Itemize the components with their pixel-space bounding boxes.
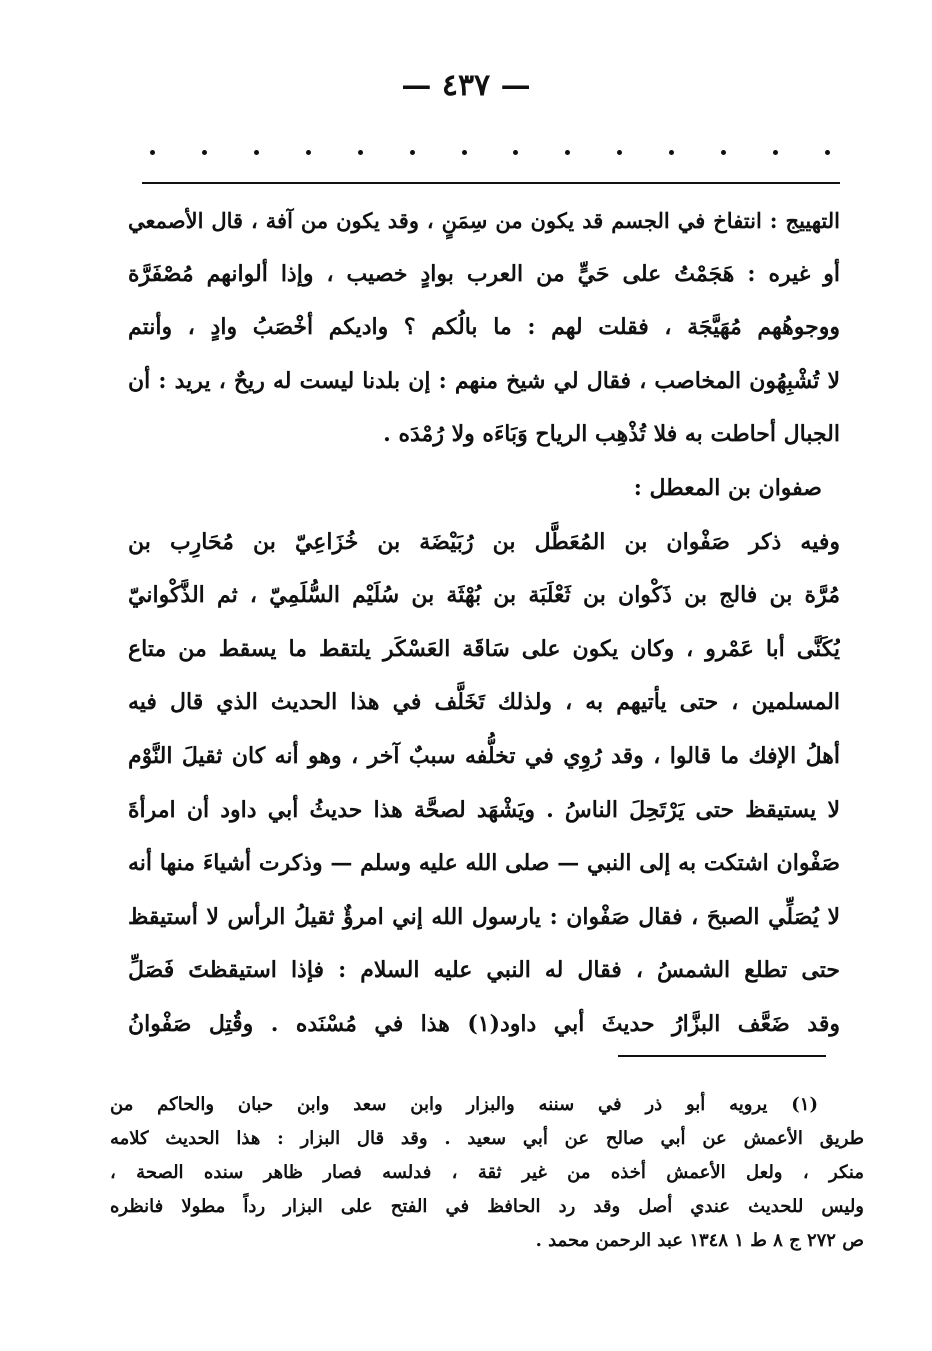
main-text bbox=[128, 194, 840, 1052]
separator-dot bbox=[254, 150, 259, 155]
text-line: لا تُشْبِهُون المخاصب ، فقال لي شيخ منهم : إن بلدنا ليست له ريحٌ ، يريد : أن bbox=[128, 367, 840, 394]
separator-dot bbox=[462, 150, 467, 155]
separator-dot bbox=[513, 150, 518, 155]
separator-dot bbox=[150, 150, 155, 155]
footnote-line: (١) يرويه أبو ذر في سننه والبزار وابن سعد وابن حبان والحاكم من bbox=[110, 1094, 818, 1115]
separator-dot bbox=[202, 150, 207, 155]
text-line: ووجوهُهم مُهَيَّجَة ، فقلت لهم : ما بالُكم ؟ واديكم أخْصَبُ وادٍ ، وأنتم bbox=[128, 314, 840, 341]
text-line: لا يُصَلِّي الصبحَ ، فقال صَفْوان : يارسول الله إني امرؤٌ ثقيلُ الرأس لا أستيقظ bbox=[128, 903, 840, 930]
top-rule bbox=[142, 182, 840, 184]
separator-dot bbox=[306, 150, 311, 155]
text-line: الجبال أحاطت به فلا تُذْهِب الرياح وَبَاءَه ولا رُمْدَه . bbox=[383, 421, 840, 448]
separator-dot bbox=[773, 150, 778, 155]
footnote-line: وليس للحديث عندي أصل وقد رد الحافظ في الفتح على البزار رداً مطولا فانظره bbox=[110, 1196, 864, 1217]
text-line: التهييج : انتفاخ في الجسم قد يكون من سِمَنٍ ، وقد يكون من آفة ، قال الأصمعي bbox=[128, 208, 840, 233]
footnote-line: طريق الأعمش عن أبي صالح عن أبي سعيد . وقد قال البزار : هذا الحديث كلامه bbox=[110, 1128, 864, 1149]
footnote-rule bbox=[618, 1055, 826, 1057]
separator-dot bbox=[825, 150, 830, 155]
separator-dot bbox=[721, 150, 726, 155]
separator-dot bbox=[358, 150, 363, 155]
dotted-separator bbox=[150, 150, 830, 155]
separator-dot bbox=[617, 150, 622, 155]
text-line: لا يستيقظ حتى يَرْتَحِلَ الناسُ . ويَشْهَد لصحَّة هذا حديثُ أبي داود أن امرأةَ bbox=[128, 796, 840, 823]
text-line: وفيه ذكر صَفْوان بن المُعَطَّل بن رُبَيْضَة بن خُزَاعِيّ بن مُحَارِب بن bbox=[128, 528, 840, 555]
separator-dot bbox=[565, 150, 570, 155]
footnote-line: منكر ، ولعل الأعمش أخذه من غير ثقة ، فدلسه فصار ظاهر سنده الصحة ، bbox=[110, 1162, 864, 1183]
page-number: — ٤٣٧ — bbox=[401, 68, 531, 103]
text-line: أهلُ الإفك ما قالوا ، وقد رُوِي في تخلُّفه سببٌ آخر ، وهو أنه كان ثقيلَ النَّوْم bbox=[128, 742, 840, 769]
separator-dot bbox=[669, 150, 674, 155]
separator-dot bbox=[410, 150, 415, 155]
text-line: أو غيره : هَجَمْتُ على حَيٍّ من العرب بوادٍ خصيب ، وإذا ألوانهم مُصْفَرَّة bbox=[128, 260, 840, 287]
footnotes bbox=[110, 1088, 864, 1258]
text-line: حتى تطلع الشمسُ ، فقال له النبي عليه السلام : فإذا استيقظتَ فَصَلِّ bbox=[128, 957, 840, 984]
text-line: وقد ضَعَّف البزَّارُ حديثَ أبي داود(١) هذا في مُسْنَده . وقُتِل صَفْوانُ bbox=[128, 1010, 840, 1037]
text-line: صَفْوان اشتكت به إلى النبي — صلى الله عليه وسلم — وذكرت أشياءَ منها أنه bbox=[128, 850, 840, 877]
footnote-line: ص ٢٧٢ ج ٨ ط ١ ١٣٤٨ عبد الرحمن محمد . bbox=[535, 1230, 864, 1251]
text-line: مُرَّة بن فالج بن ذَكْوان بن ثَعْلَبَة بن بُهْثَة بن سُلَيْم السُّلَمِيّ ، ثم الذَّكْوانيّ bbox=[128, 582, 840, 609]
text-line: يُكَنَّى أبا عَمْرو ، وكان يكون على سَاقَة العَسْكَر يلتقط ما يسقط من متاع bbox=[128, 635, 840, 662]
section-heading: صفوان بن المعطل : bbox=[633, 474, 822, 501]
text-line: المسلمين ، حتى يأتيهم به ، ولذلك تَخَلَّف في هذا الحديث الذي قال فيه bbox=[128, 689, 840, 716]
